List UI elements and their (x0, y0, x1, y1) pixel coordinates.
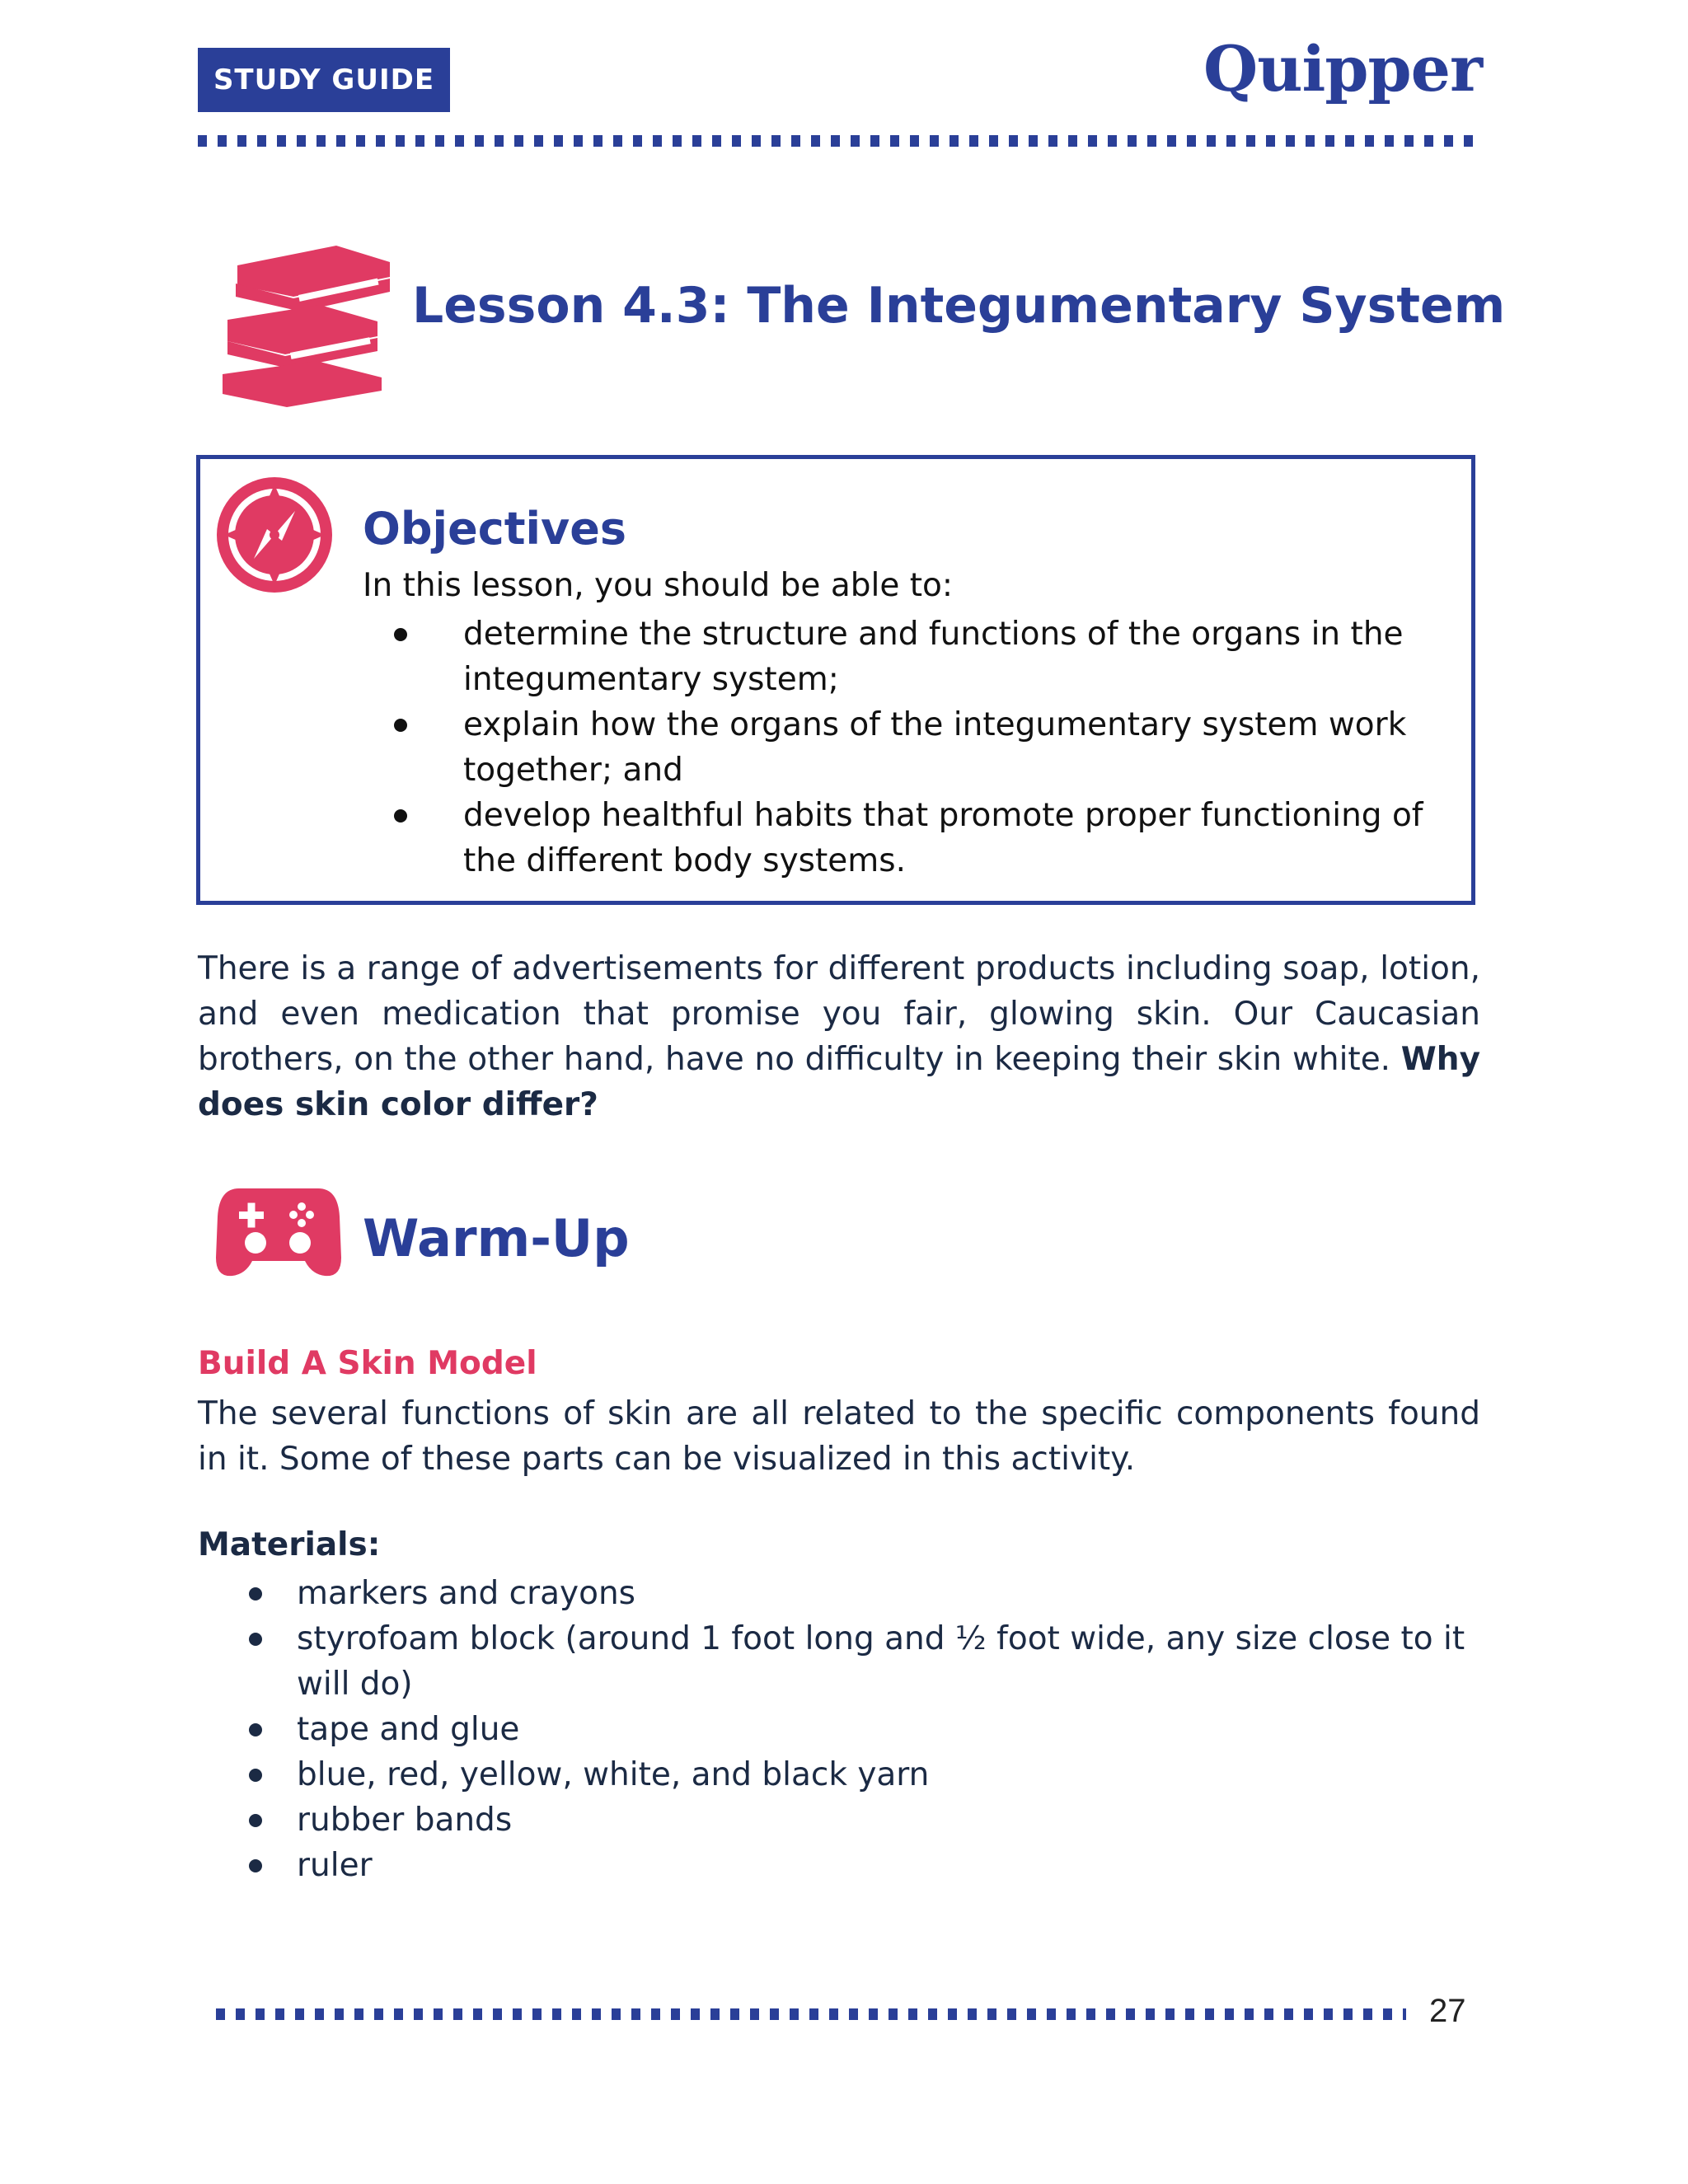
intro-paragraph (198, 946, 1480, 1127)
material-item: styrofoam block (around 1 foot long and ½ foot wide, any size close to it will do) (247, 1616, 1480, 1707)
material-item: markers and crayons (247, 1571, 1480, 1616)
books-icon (213, 237, 402, 410)
activity-title: Build A Skin Model (198, 1345, 537, 1382)
intro-question: Why does skin color differ? (198, 1041, 1480, 1123)
compass-icon (213, 473, 336, 597)
page-number: 27 (1429, 1993, 1466, 2029)
objective-item: develop healthful habits that promote proper functioning of the different body systems. (387, 793, 1451, 883)
gamepad-icon (214, 1183, 343, 1281)
material-item: blue, red, yellow, white, and black yarn (247, 1752, 1480, 1797)
footer-divider (216, 2008, 1406, 2020)
material-item: tape and glue (247, 1707, 1480, 1752)
lesson-title: Lesson 4.3: The Integumentary System (412, 277, 1506, 335)
study-guide-badge: STUDY GUIDE (198, 48, 450, 112)
material-item: rubber bands (247, 1797, 1480, 1843)
objectives-intro: In this lesson, you should be able to: (363, 567, 953, 604)
objective-item: explain how the organs of the integumentary system work together; and (387, 702, 1451, 793)
objectives-list (387, 612, 1451, 883)
activity-description: The several functions of skin are all related to the specific components found in it. Some of these parts can be visualized in this activity. (198, 1395, 1480, 1478)
materials-list (247, 1571, 1480, 1888)
warm-up-title: Warm-Up (363, 1208, 630, 1268)
intro-text: There is a range of advertisements for different products including soap, lotion, and even medication that promise you fair, glowing skin. Our Caucasian brothers, on the other hand, have no difficulty in keeping their skin white. (198, 950, 1480, 1078)
materials-label: Materials: (198, 1526, 381, 1563)
objectives-title: Objectives (363, 503, 626, 555)
quipper-logo: Quipper (1203, 32, 1482, 105)
material-item: ruler (247, 1843, 1480, 1888)
objective-item: determine the structure and functions of the organs in the integumentary system; (387, 612, 1451, 702)
header-divider (198, 135, 1480, 147)
